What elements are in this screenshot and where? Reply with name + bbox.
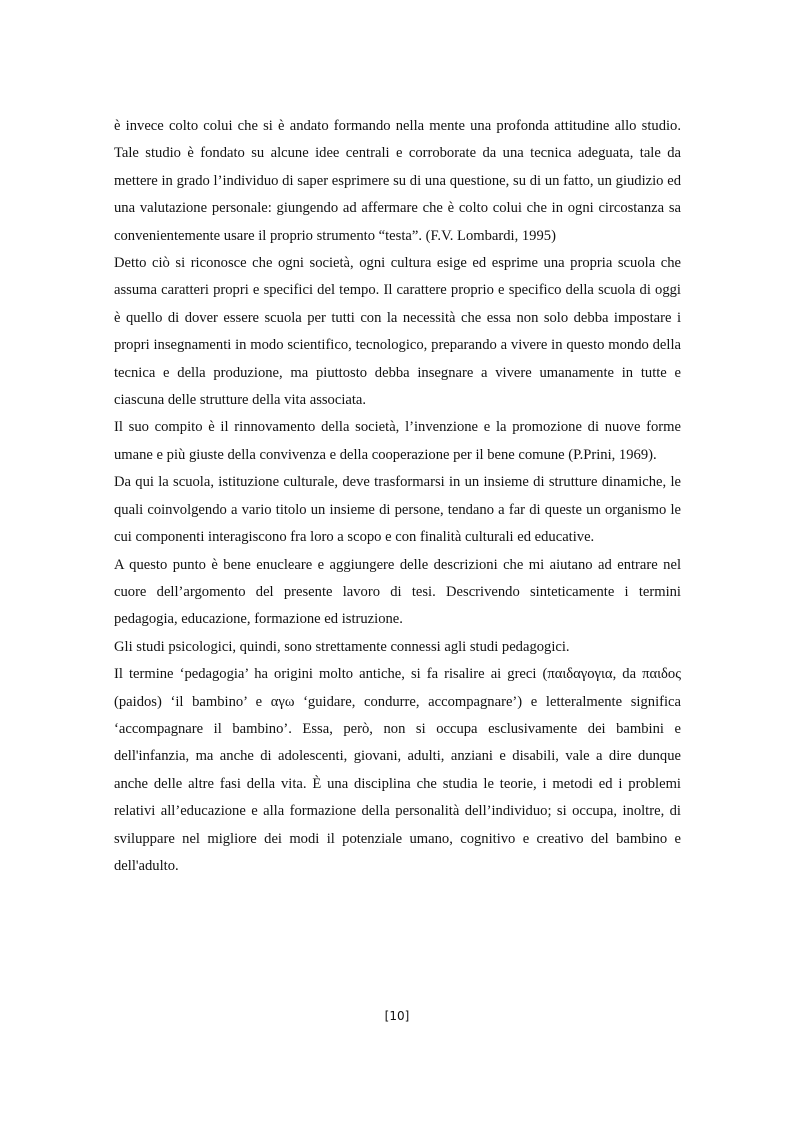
page-body bbox=[114, 113, 681, 880]
paragraph-studi-psicologici: Gli studi psicologici, quindi, sono strettamente connessi agli studi pedagogici. bbox=[114, 638, 570, 655]
paragraph-scuola-societa: Detto ciò si riconosce che ogni società, ogni cultura esige ed esprime una propria scuola che assuma caratteri propri e specifici del tempo. Il carattere proprio e specifico della scuola di oggi è quello di dover essere scuola per tutti con la necessità che essa non solo debba impostare i propri insegnamenti in modo scientifico, tecnologico, preparando a vivere in questo mondo della tecnica e della produzione, ma piuttosto debba insegnare a vivere umanamente in tutte e ciascuna delle strutture della vita associata. bbox=[114, 255, 681, 409]
page-number: [10] bbox=[384, 1009, 410, 1023]
paragraph-descrizioni: A questo punto è bene enucleare e aggiungere delle descrizioni che mi aiutano ad entrare nel cuore dell’argomento del presente lavoro di tesi. Descrivendo sinteticamente i termini pedagogia, educazione, formazione ed istruzione. bbox=[114, 556, 681, 628]
paragraph-colto: è invece colto colui che si è andato formando nella mente una profonda attitudine allo studio. Tale studio è fondato su alcune idee centrali e corroborate da una tecnica adeguata, tale da mettere in grado l’individuo di saper esprimere su di una questione, su di un fatto, un giudizio ed una valutazione personale: giungendo ad affermare che è colto colui che in ogni circostanza sa convenientemente usare il proprio strumento “testa”. (F.V. Lombardi, 1995) bbox=[114, 118, 681, 244]
paragraph-compito: Il suo compito è il rinnovamento della società, l’invenzione e la promozione di nuove forme umane e più giuste della convivenza e della cooperazione per il bene comune (P.Prini, 1969). bbox=[114, 419, 681, 463]
paragraph-pedagogia: Il termine ‘pedagogia’ ha origini molto antiche, si fa risalire ai greci (παιδαγογια, da παιδος (paidos) ‘il bambino’ e αγω ‘guidare, condurre, accompagnare’) e letteralmente significa ‘accompagnare il bambino’. Essa, però, non si occupa esclusivamente dei bambini e dell'infanzia, ma anche di adolescenti, giovani, adulti, anziani e disabili, vale a dire dunque anche delle altre fasi della vita. È una disciplina che studia le teorie, i metodi ed i problemi relativi all’educazione e alla formazione della personalità dell’individuo; si occupa, inoltre, di sviluppare nel migliore dei modi il potenziale umano, cognitivo e creativo del bambino e dell'adulto. bbox=[114, 666, 681, 874]
paragraph-istituzione: Da qui la scuola, istituzione culturale, deve trasformarsi in un insieme di strutture dinamiche, le quali coinvolgendo a vario titolo un insieme di persone, tendano a far di queste un organismo le cui componenti interagiscono fra loro a scopo e con finalità culturali ed educative. bbox=[114, 474, 681, 546]
